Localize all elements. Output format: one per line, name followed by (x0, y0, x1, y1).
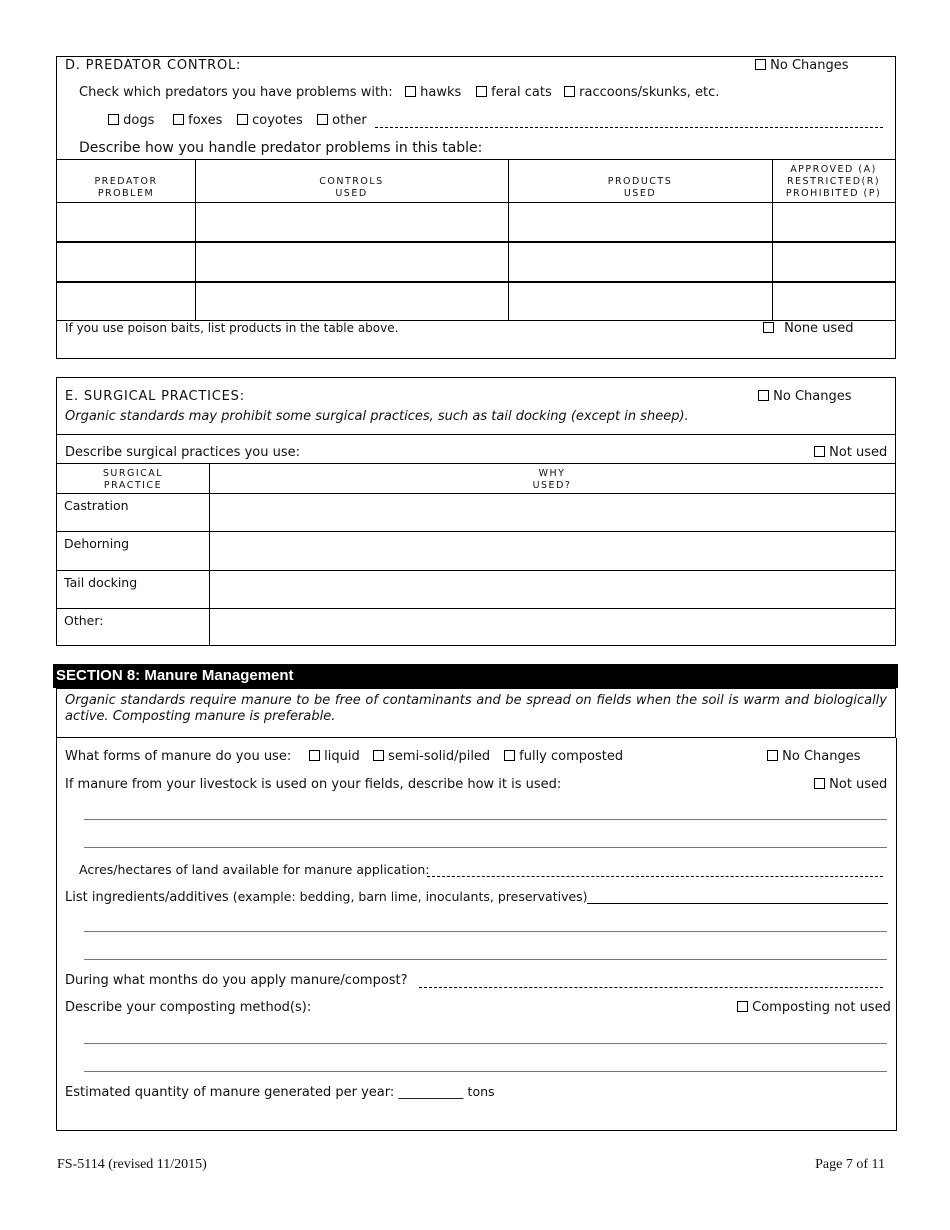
section-8-header-bar (53, 664, 898, 688)
surgical-practice-header: SURGICAL PRACTICE (102, 468, 164, 491)
surgical-table-top-rule (57, 463, 895, 464)
composting-prompt: Describe your composting method(s): (65, 1000, 312, 1015)
page-number: Page 7 of 11 (815, 1157, 885, 1172)
section-8-title: SECTION 8: Manure Management (56, 667, 294, 684)
months-prompt: During what months do you apply manure/compost? (65, 973, 408, 988)
manure-form-semi-solid[interactable] (373, 749, 490, 764)
surgical-practices-section (56, 377, 896, 646)
predator-option-foxes[interactable] (173, 113, 222, 128)
surgical-note: Organic standards may prohibit some surgical practices, such as tail docking (except in sheep). (65, 409, 689, 424)
foxes-label: foxes (188, 113, 223, 128)
ingredients-input[interactable] (587, 891, 888, 904)
none-used-label: None used (784, 321, 854, 336)
composting-line-2[interactable] (84, 1071, 887, 1072)
dehorning-why-input[interactable] (211, 532, 894, 569)
surgical-describe: Describe surgical practices you use: (65, 445, 300, 460)
predator-option-dogs[interactable] (108, 113, 154, 128)
feral-cats-checkbox[interactable] (476, 86, 487, 97)
predator-row-2-problem[interactable] (58, 243, 194, 280)
liquid-checkbox[interactable] (309, 750, 320, 761)
predator-no-changes[interactable] (755, 58, 849, 73)
manure-not-used-label: Not used (829, 777, 888, 792)
surgical-not-used-checkbox[interactable] (814, 446, 825, 457)
liquid-label: liquid (324, 749, 360, 764)
quantity-prompt: Estimated quantity of manure generated per year: (65, 1085, 395, 1100)
composting-line-1[interactable] (84, 1043, 887, 1044)
predator-option-other[interactable] (317, 113, 367, 128)
manure-form-liquid[interactable] (309, 749, 360, 764)
why-used-header: WHY USED? (532, 468, 572, 491)
surgical-note-rule (57, 434, 895, 435)
predator-option-coyotes[interactable] (237, 113, 303, 128)
predator-no-changes-checkbox[interactable] (755, 59, 766, 70)
form-id: FS-5114 (revised 11/2015) (57, 1157, 207, 1172)
predator-option-raccoons[interactable] (564, 85, 719, 100)
predator-row-1-controls[interactable] (196, 203, 507, 240)
raccoons-checkbox[interactable] (564, 86, 575, 97)
ingredients-example: (example: bedding, barn lime, inoculants, preservatives) (232, 889, 588, 904)
controls-used-header: CONTROLS USED (319, 176, 384, 199)
acres-input[interactable] (427, 866, 883, 877)
predator-title: D. PREDATOR CONTROL: (65, 58, 242, 73)
fields-use-line-2[interactable] (84, 847, 887, 848)
none-used-option[interactable] (763, 321, 853, 336)
months-input[interactable] (419, 977, 883, 988)
manure-management-section (56, 738, 897, 1131)
none-used-checkbox[interactable] (763, 322, 774, 333)
coyotes-label: coyotes (252, 113, 303, 128)
predator-option-feral-cats[interactable] (476, 85, 552, 100)
surgical-no-changes[interactable] (758, 389, 852, 404)
manure-no-changes-checkbox[interactable] (767, 750, 778, 761)
fields-use-line-1[interactable] (84, 819, 887, 820)
semi-solid-label: semi-solid/piled (388, 749, 491, 764)
predator-option-hawks[interactable] (405, 85, 461, 100)
surgical-no-changes-label: No Changes (773, 389, 852, 404)
dogs-label: dogs (123, 113, 155, 128)
predator-table-top-rule (57, 159, 895, 160)
approval-status-header: APPROVED (A) RESTRICTED(R) PROHIBITED (P) (785, 164, 882, 199)
ingredients-line-2[interactable] (84, 959, 887, 960)
manure-no-changes[interactable] (767, 749, 861, 764)
predator-row-3-problem[interactable] (58, 283, 194, 319)
composting-not-used-label: Composting not used (752, 1000, 891, 1015)
predator-no-changes-label: No Changes (770, 58, 849, 73)
predator-row-2-controls[interactable] (196, 243, 507, 280)
composting-not-used[interactable] (737, 1000, 891, 1015)
predator-row-3-controls[interactable] (196, 283, 507, 319)
hawks-label: hawks (420, 85, 462, 100)
predator-control-section (56, 56, 896, 359)
poison-baits-note: If you use poison baits, list products in the table above. (65, 321, 399, 335)
surgical-row-tail-docking: Tail docking (64, 575, 138, 590)
ingredients-prompt: List ingredients/additives (example: bedding, barn lime, inoculants, preservatives) (65, 889, 588, 905)
tail-docking-why-input[interactable] (211, 571, 894, 607)
raccoons-label: raccoons/skunks, etc. (579, 85, 720, 100)
manure-no-changes-label: No Changes (782, 749, 861, 764)
surgical-row-dehorning: Dehorning (64, 536, 130, 551)
surgical-title: E. SURGICAL PRACTICES: (65, 389, 245, 404)
quantity-input[interactable]: __________ (398, 1085, 464, 1100)
predator-row-1-problem[interactable] (58, 203, 194, 240)
composted-checkbox[interactable] (504, 750, 515, 761)
hawks-checkbox[interactable] (405, 86, 416, 97)
composted-label: fully composted (519, 749, 624, 764)
manure-not-used[interactable] (814, 777, 887, 792)
feral-cats-label: feral cats (491, 85, 552, 100)
quantity-unit: tons (467, 1084, 495, 1099)
predator-row-3-products[interactable] (509, 283, 771, 319)
predator-row-3-status[interactable] (773, 283, 894, 319)
other-why-input[interactable] (211, 609, 894, 645)
other-label: other (332, 113, 367, 128)
semi-solid-checkbox[interactable] (373, 750, 384, 761)
surgical-not-used-label: Not used (829, 445, 888, 460)
predator-row-1-status[interactable] (773, 203, 894, 240)
surgical-row-other: Other: (64, 613, 104, 628)
manure-not-used-checkbox[interactable] (814, 778, 825, 789)
products-used-header: PRODUCTS USED (607, 176, 673, 199)
surgical-row-castration: Castration (64, 498, 129, 513)
predator-problem-header: PREDATOR PROBLEM (94, 176, 158, 199)
other-checkbox[interactable] (317, 114, 328, 125)
castration-why-input[interactable] (211, 494, 894, 530)
quantity-row (65, 1084, 495, 1100)
other-predator-input[interactable] (375, 117, 883, 128)
surgical-not-used[interactable] (814, 445, 887, 460)
manure-note-box (56, 688, 896, 738)
acres-prompt: Acres/hectares of land available for manure application: (79, 862, 430, 877)
manure-fields-prompt: If manure from your livestock is used on your fields, describe how it is used: (65, 777, 562, 792)
coyotes-checkbox[interactable] (237, 114, 248, 125)
manure-forms-prompt: What forms of manure do you use: (65, 749, 292, 764)
ingredients-line-1[interactable] (84, 931, 887, 932)
manure-note: Organic standards require manure to be free of contaminants and be spread on fields when the soil is warm and biologically active. Composting manure is preferable. (65, 693, 887, 724)
predator-describe: Describe how you handle predator problems in this table: (79, 140, 483, 156)
predator-check-prompt: Check which predators you have problems with: (79, 85, 393, 100)
predator-row-1-products[interactable] (509, 203, 771, 240)
predator-row-2-products[interactable] (509, 243, 771, 280)
dogs-checkbox[interactable] (108, 114, 119, 125)
composting-not-used-checkbox[interactable] (737, 1001, 748, 1012)
manure-form-composted[interactable] (504, 749, 623, 764)
surgical-no-changes-checkbox[interactable] (758, 390, 769, 401)
predator-row-2-status[interactable] (773, 243, 894, 280)
foxes-checkbox[interactable] (173, 114, 184, 125)
